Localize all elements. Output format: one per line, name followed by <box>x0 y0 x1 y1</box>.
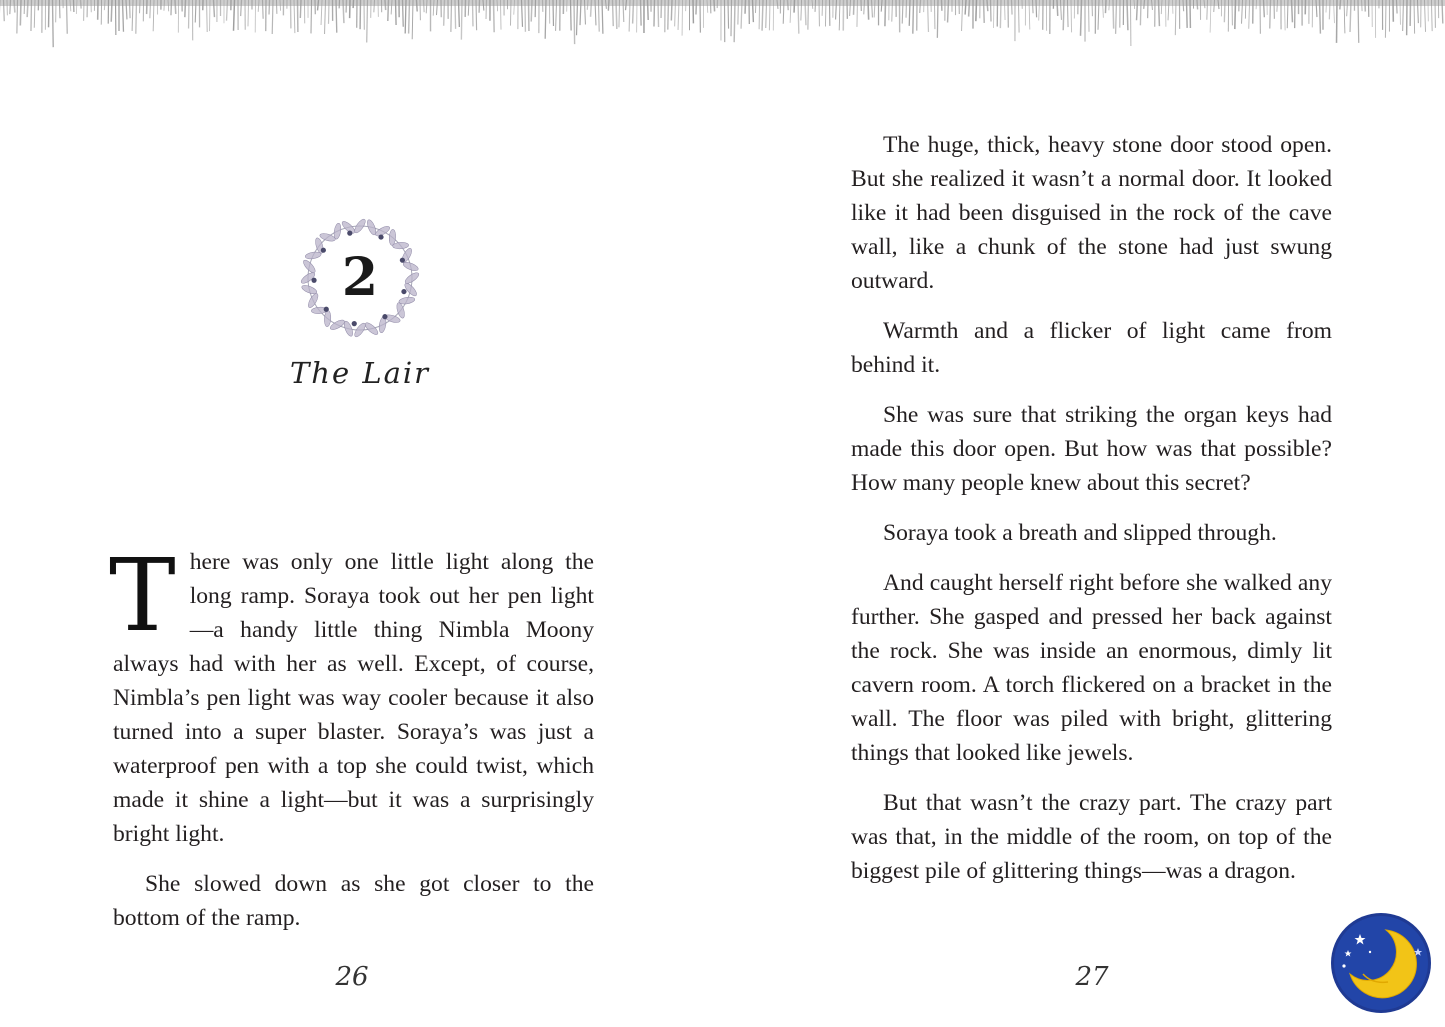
paragraph: The huge, thick, heavy stone door stood open. But she realized it wasn’t a normal door. It looked like it had been disguised in the rock of the cave wall, like a chunk of the stone had just swung outward. <box>851 132 1332 294</box>
right-body-text <box>851 128 1332 904</box>
crescent-moon-icon <box>1330 912 1432 1014</box>
left-page <box>0 0 722 1027</box>
page-number-right: 27 <box>1075 962 1109 992</box>
paragraph: She slowed down as she got closer to the bottom of the ramp. <box>113 871 594 931</box>
page-number-left: 26 <box>335 962 369 992</box>
chapter-number: 2 <box>341 247 379 308</box>
paragraph: And caught herself right before she walked any further. She gasped and pressed her back against the rock. She was inside an enormous, dimly lit cavern room. A torch flickered on a bracket in the wall. The floor was piled with bright, glittering things that looked like jewels. <box>851 570 1332 766</box>
paragraph <box>109 537 594 851</box>
paragraph: But that wasn’t the crazy part. The crazy part was that, in the middle of the room, on top of the biggest pile of glittering things—was a dragon. <box>851 790 1332 884</box>
paragraph: Soraya took a breath and slipped through. <box>883 520 1277 546</box>
paragraph: She was sure that striking the organ keys had made this door open. But how was that possible? How many people knew about this secret? <box>851 402 1332 496</box>
chapter-title: The Lair <box>289 356 431 390</box>
left-body-text <box>109 537 594 951</box>
right-page <box>722 0 1445 1027</box>
paragraph: Warmth and a flicker of light came from behind it. <box>851 318 1332 378</box>
drop-cap: T <box>109 537 176 654</box>
paragraph-text: here was only one little light along the long ramp. Soraya took out her pen light—a handy little thing Nimbla Moony always had with her as well. Except, of course, Nimbla’s pen light was way cooler because it also turned into a super blaster. Soraya’s was just a waterproof pen with a top she could twist, which made it shine a light—but it was a surprisingly bright light. <box>113 549 594 847</box>
